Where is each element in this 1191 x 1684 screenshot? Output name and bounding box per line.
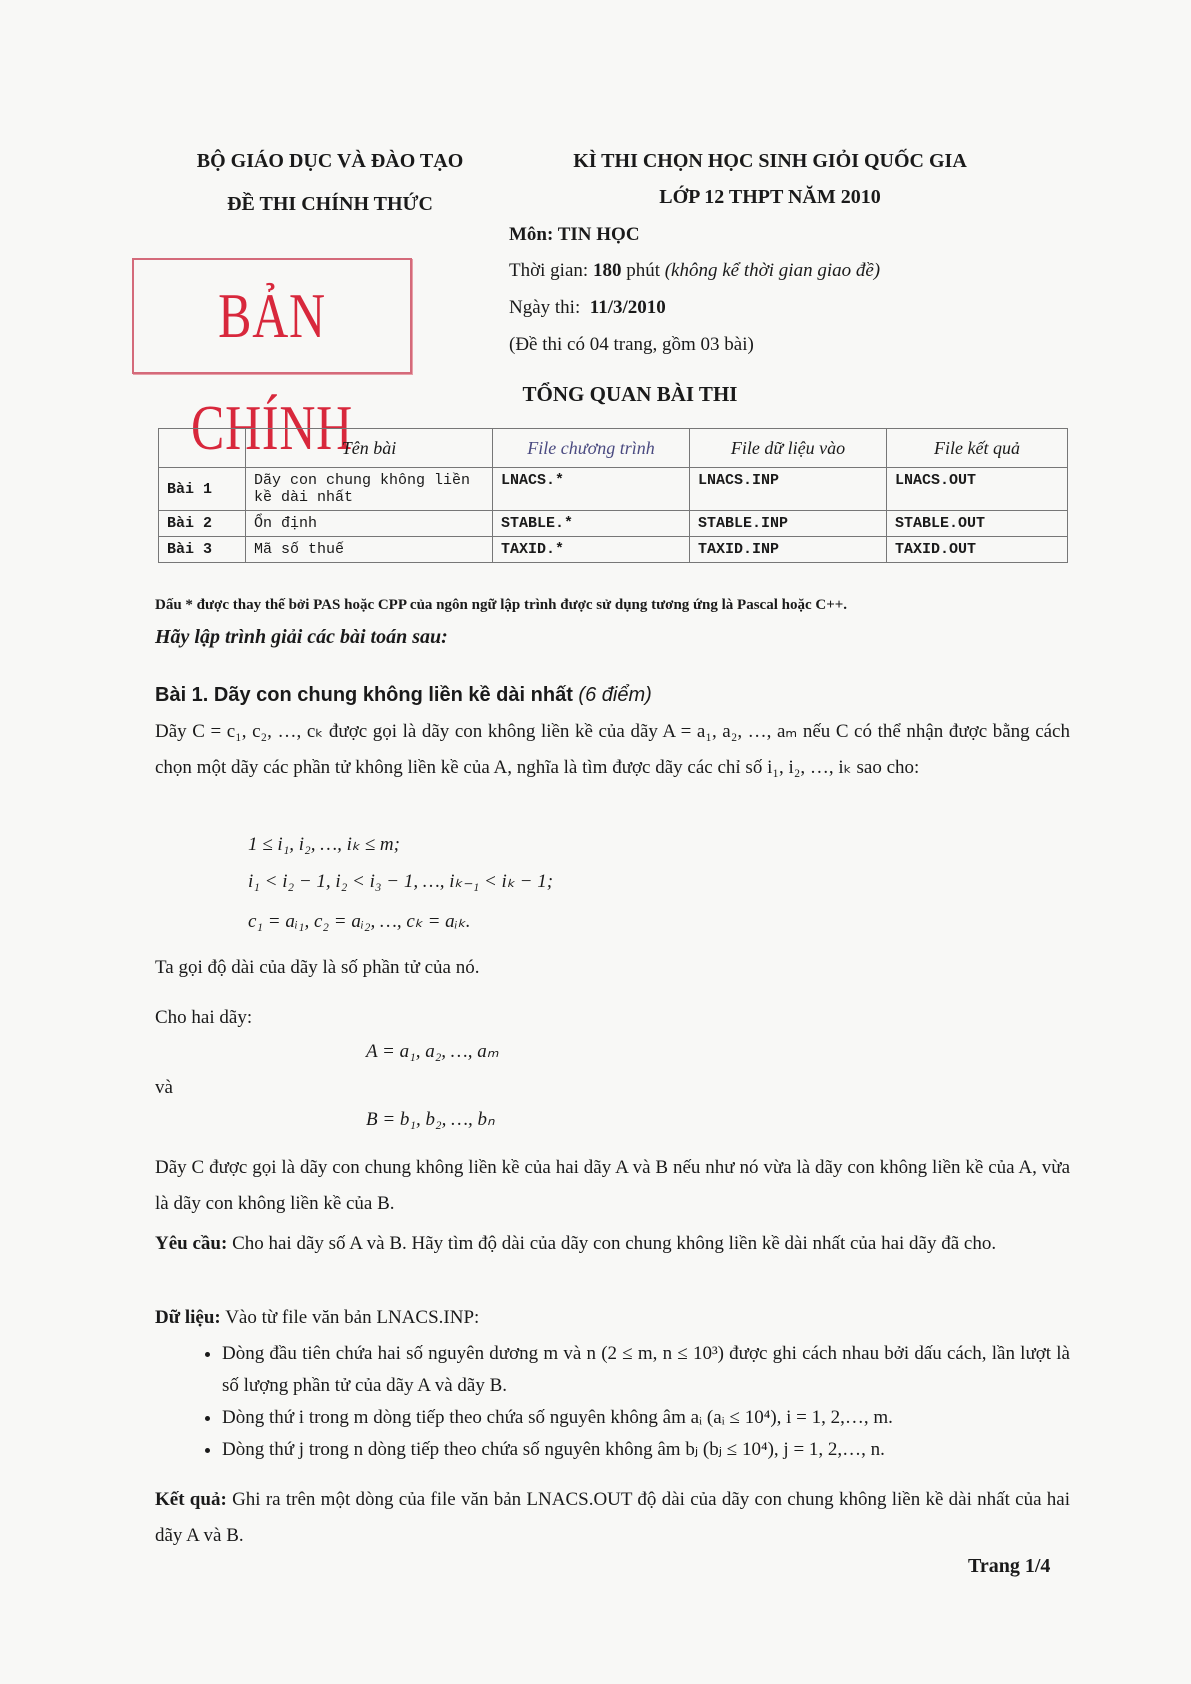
output-label: Kết quả: (155, 1489, 227, 1510)
sequence-a: A = a₁, a₂, …, aₘ (366, 1041, 499, 1062)
list-item: • Dòng thứ j trong n dòng tiếp theo chứa số nguyên không âm bⱼ (bⱼ ≤ 10⁴), j = 1, 2,…, n. (222, 1434, 1070, 1466)
subject: Môn: TIN HỌC (509, 224, 640, 245)
header-cell: Tên bài (246, 429, 493, 468)
exam-grade: LỚP 12 THPT NĂM 2010 (659, 186, 881, 208)
cell: TAXID.INP (690, 537, 887, 563)
condition-2: i₁ < i₂ − 1, i₂ < i₃ − 1, …, iₖ₋₁ < iₖ − 1; (248, 871, 554, 892)
table-row (159, 537, 1068, 563)
input-section (155, 1300, 1070, 1336)
time-value: 180 (592, 260, 622, 281)
header-cell: File chương trình (493, 429, 690, 468)
condition-3: c₁ = aᵢ₁, c₂ = aᵢ₂, …, cₖ = aᵢₖ. (248, 911, 471, 932)
exam-time (509, 260, 880, 282)
exam-date (509, 297, 666, 319)
cell: Bài 2 (159, 511, 246, 537)
ministry-name: BỘ GIÁO DỤC VÀ ĐÀO TẠO (196, 150, 464, 172)
cell: Ổn định (246, 511, 493, 537)
table-row (159, 511, 1068, 537)
requirement-text: Cho hai dãy số A và B. Hãy tìm độ dài của dãy con chung không liền kề dài nhất của hai dãy đã cho. (232, 1233, 997, 1254)
problem-title-text: Bài 1. Dãy con chung không liền kề dài nhất (155, 684, 573, 706)
cell: TAXID.* (493, 537, 690, 563)
overview-table (158, 428, 1068, 563)
and-text: và (155, 1077, 173, 1098)
input-bullets (190, 1338, 1070, 1466)
cell: Mã số thuế (246, 537, 493, 563)
list-item: • Dòng đầu tiên chứa hai số nguyên dương m và n (2 ≤ m, n ≤ 10³) được ghi cách nhau bởi dấu cách, lần lượt là số lượng phần tử của dãy A và dãy B. (222, 1338, 1070, 1402)
requirement-label: Yêu cầu: (155, 1233, 228, 1254)
pages-note: (Đề thi có 04 trang, gồm 03 bài) (509, 334, 754, 355)
cell: Dãy con chung không liền kề dài nhất (246, 468, 493, 511)
stamp-text: BẢN CHÍNH (191, 280, 353, 463)
cell: TAXID.OUT (887, 537, 1068, 563)
sequence-b: B = b₁, b₂, …, bₙ (366, 1109, 495, 1130)
date-label: Ngày thi: (509, 297, 581, 318)
cell: LNACS.OUT (887, 468, 1068, 511)
time-unit: phút (626, 260, 660, 281)
output-section (155, 1482, 1070, 1554)
page-number: Trang 1/4 (968, 1555, 1051, 1577)
condition-1: 1 ≤ i₁, i₂, …, iₖ ≤ m; (248, 834, 400, 855)
cell: STABLE.INP (690, 511, 887, 537)
input-label: Dữ liệu: (155, 1307, 221, 1328)
common-definition: Dãy C được gọi là dãy con chung không liền kề của hai dãy A và B nếu như nó vừa là dãy con không liền kề của A, vừa là dãy con không liền kề của B. (155, 1157, 1070, 1214)
time-label: Thời gian: (509, 260, 589, 281)
overview-title: TỔNG QUAN BÀI THI (522, 382, 738, 406)
problem-title (155, 684, 652, 707)
cell: Bài 1 (159, 468, 246, 511)
header-cell: File dữ liệu vào (690, 429, 887, 468)
definition-paragraph: Dãy C = c₁, c₂, …, cₖ được gọi là dãy con không liền kề của dãy A = a₁, a₂, …, aₘ nếu C có thể nhận được bằng cách chọn một dãy các phần tử không liền kề của A, nghĩa là tìm được dãy các chỉ số i₁, i₂, …, iₖ sao cho: (155, 721, 1070, 778)
table-row (159, 468, 1068, 511)
cell: LNACS.INP (690, 468, 887, 511)
output-text: Ghi ra trên một dòng của file văn bản LNACS.OUT độ dài của dãy con chung không liền kề dài nhất của hai dãy A và B. (155, 1489, 1071, 1546)
date-value: 11/3/2010 (589, 297, 666, 318)
requirement (155, 1226, 1070, 1262)
list-item: • Dòng thứ i trong m dòng tiếp theo chứa số nguyên không âm aᵢ (aᵢ ≤ 10⁴), i = 1, 2,…, m. (222, 1402, 1070, 1434)
instruction: Hãy lập trình giải các bài toán sau: (155, 626, 448, 648)
header-cell (159, 429, 246, 468)
input-text: Vào từ file văn bản LNACS.INP: (225, 1307, 480, 1328)
problem-points: (6 điểm) (578, 684, 652, 706)
exam-title: KÌ THI CHỌN HỌC SINH GIỎI QUỐC GIA (573, 150, 967, 172)
table-header (159, 429, 1068, 468)
cell: STABLE.* (493, 511, 690, 537)
extension-note: Dấu * được thay thế bởi PAS hoặc CPP của ngôn ngữ lập trình được sử dụng tương ứng là Pascal hoặc C++. (155, 597, 848, 613)
cell: STABLE.OUT (887, 511, 1068, 537)
time-note: (không kể thời gian giao đề) (664, 260, 881, 281)
given-sequences: Cho hai dãy: (155, 1007, 253, 1028)
exam-type: ĐỀ THI CHÍNH THỨC (227, 193, 433, 215)
cell: Bài 3 (159, 537, 246, 563)
header-cell: File kết quả (887, 429, 1068, 468)
length-definition: Ta gọi độ dài của dãy là số phần tử của nó. (155, 957, 480, 978)
cell: LNACS.* (493, 468, 690, 511)
